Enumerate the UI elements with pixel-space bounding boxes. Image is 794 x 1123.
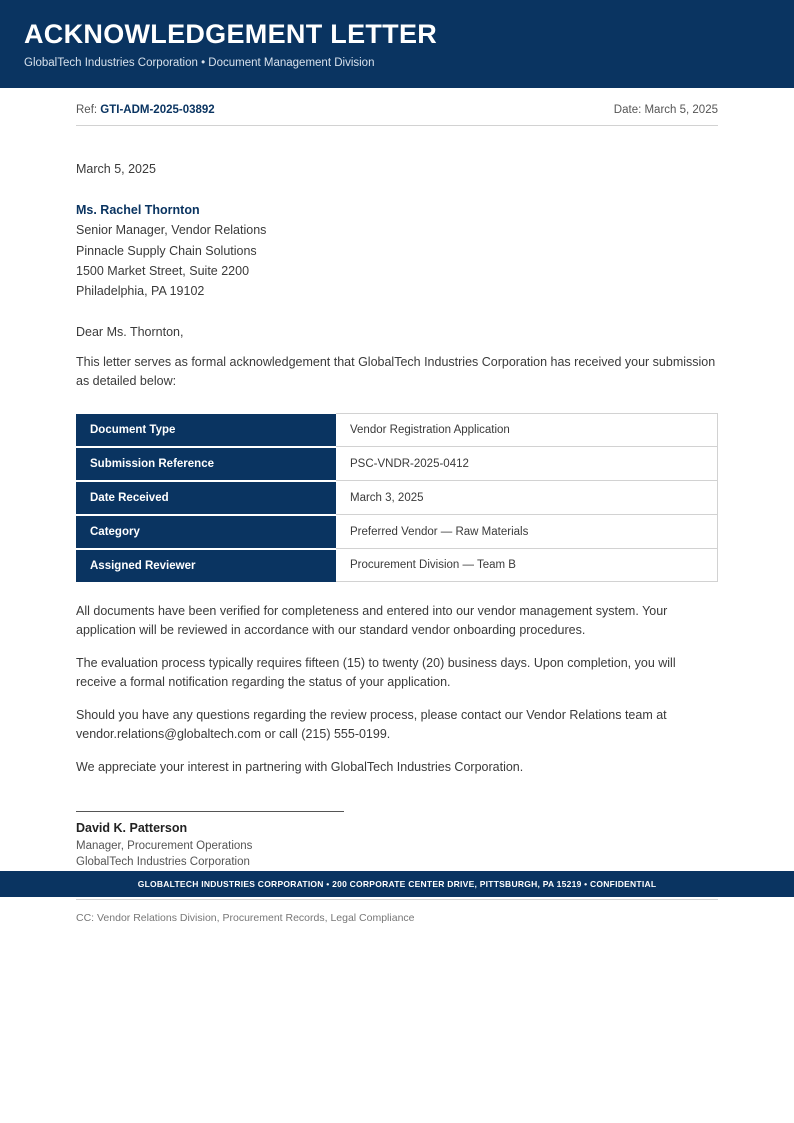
- table-cell-label: Date Received: [76, 481, 336, 515]
- addressee-line-street: 1500 Market Street, Suite 2200: [76, 263, 250, 278]
- addressee-block: [76, 200, 718, 301]
- letter-date-right: Date: March 5, 2025: [613, 104, 718, 116]
- table-cell-value: Preferred Vendor — Raw Materials: [336, 515, 718, 549]
- table-cell-value: PSC-VNDR-2025-0412: [336, 447, 718, 481]
- addressee-name: Ms. Rachel Thornton: [76, 203, 200, 217]
- table-row: [76, 414, 718, 447]
- signatory-organization: GlobalTech Industries Corporation: [76, 856, 250, 869]
- submission-details-table: [76, 413, 718, 582]
- reference-row: [76, 88, 718, 126]
- reference-value: GTI-ADM-2025-03892: [100, 104, 215, 116]
- signatory-name: David K. Patterson: [76, 821, 188, 836]
- table-row: [76, 447, 718, 481]
- reference-label: Ref:: [76, 104, 98, 116]
- letter-body: [0, 88, 794, 924]
- addressee-line-title: Senior Manager, Vendor Relations: [76, 223, 267, 238]
- letter-date: March 5, 2025: [76, 162, 156, 176]
- table-cell-value: March 3, 2025: [336, 481, 718, 515]
- cc-divider: [76, 899, 718, 900]
- intro-paragraph: This letter serves as formal acknowledgement that GlobalTech Industries Corporation has received your submission as detailed below:: [76, 355, 716, 389]
- table-row: [76, 481, 718, 515]
- table-row: [76, 515, 718, 549]
- page-title: ACKNOWLEDGEMENT LETTER: [24, 19, 438, 49]
- table-cell-value: Vendor Registration Application: [336, 414, 718, 447]
- reference-number: [76, 104, 215, 116]
- signature-rule: [76, 811, 344, 812]
- signature-block: [76, 811, 718, 870]
- signatory-title: Manager, Procurement Operations: [76, 840, 253, 852]
- body-paragraph-3: Should you have any questions regarding the review process, please contact our Vendor Relations team at vendor.relations@globaltech.com or call (215) 555-0199.: [76, 708, 667, 742]
- footer-text: GLOBALTECH INDUSTRIES CORPORATION • 200 CORPORATE CENTER DRIVE, PITTSBURGH, PA 15219 • CONFIDENTIAL: [137, 879, 657, 889]
- table-cell-value: Procurement Division — Team B: [336, 549, 718, 582]
- cc-line: CC: Vendor Relations Division, Procurement Records, Legal Compliance: [76, 911, 415, 924]
- page-subtitle: GlobalTech Industries Corporation • Document Management Division: [24, 57, 375, 70]
- letter-footer: [0, 871, 794, 897]
- addressee-line-city: Philadelphia, PA 19102: [76, 284, 205, 298]
- table-row: [76, 549, 718, 582]
- table-cell-label: Document Type: [76, 414, 336, 447]
- salutation: Dear Ms. Thornton,: [76, 325, 184, 340]
- table-cell-label: Category: [76, 515, 336, 549]
- body-paragraph-2: The evaluation process typically requires fifteen (15) to twenty (20) business days. Upon completion, you will receive a formal notification regarding the status of your application.: [76, 656, 676, 690]
- letter-header: [0, 0, 794, 88]
- body-paragraph-4: We appreciate your interest in partnering with GlobalTech Industries Corporation.: [76, 760, 524, 775]
- table-cell-label: Assigned Reviewer: [76, 549, 336, 582]
- body-paragraph-1: All documents have been verified for completeness and entered into our vendor management system. Your application will be reviewed in accordance with our standard vendor onboarding procedures.: [76, 604, 668, 638]
- table-cell-label: Submission Reference: [76, 447, 336, 481]
- addressee-line-company: Pinnacle Supply Chain Solutions: [76, 243, 257, 258]
